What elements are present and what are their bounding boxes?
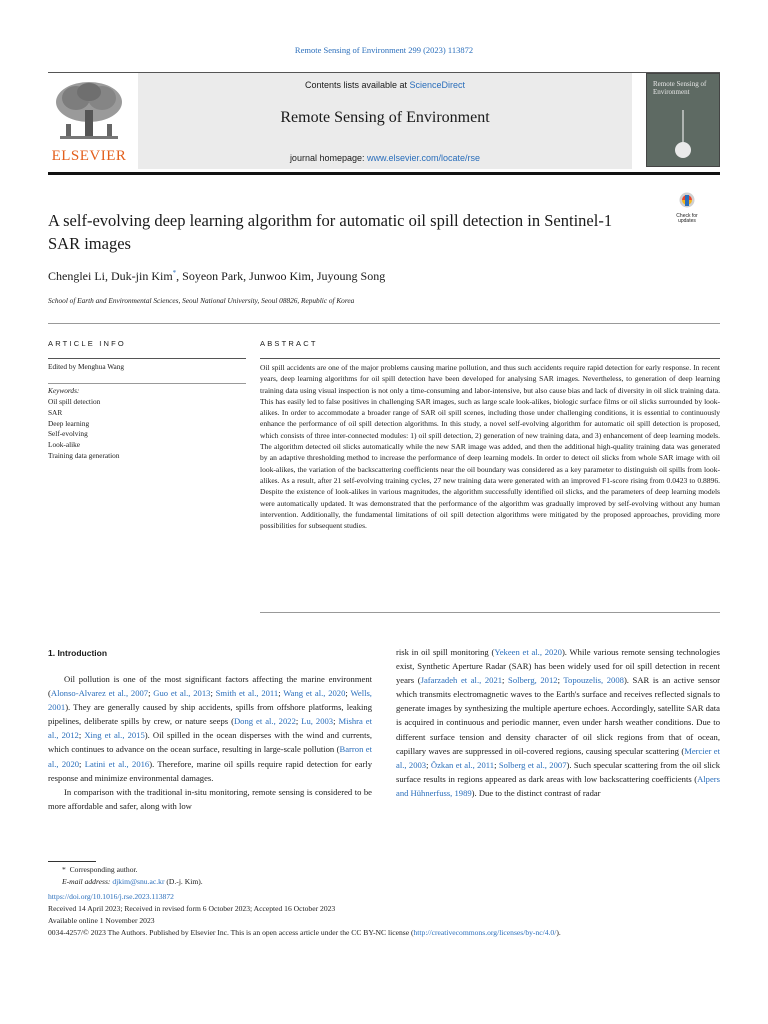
check-updates-line1: Check for bbox=[676, 213, 698, 219]
citation-link[interactable]: Topouzelis, 2008 bbox=[563, 675, 624, 686]
keyword-item: Training data generation bbox=[48, 450, 120, 460]
available-online: Available online 1 November 2023 bbox=[48, 915, 155, 925]
abstract-text: Oil spill accidents are one of the major problems causing marine pollution, and thus such accidents require rapid detection for early response. In recent years, deep learning algorithms for oil spill detection have been developed for analysing SAR images. Nevertheless, to generation of deep learning training data using visual inspection is not only a time-consuming and labor-intensive, but also cause bias and lack of diversity in oil slick training data. This has easily led to false positives in challenging SAR images, such as large scale look-alikes, biologic surface films or oil slicks surrounded by look-alikes. In order to accommodate a broader range of SAR oil spill scenes, including those under challenging conditions, it is essential to continuously enhance the performance of oil spill detection algorithms. In this study, a novel self-evolving algorithm for automatic oil spill detection is proposed, which consists of three inter-connected modules: 1) oil spill detection, 2) generation of new training data, and 3) enhancement of deep learning models. The algorithm detected oil slicks automatically while the new SAR image was added, and then the additional high-quality training data was generated by an adaptive thresholding method to increase the performance of deep learning models. In order to detect oil slicks from whole SAR image with oil look-alikes, the variation of the backscattering coefficients near the oil boundary was considered as a key parameter to distinguish oil spills from look-alikes. As a result, after 21 self-evolving training cycles, 27 new training data were generated with an improved F1-score rising from 0.0423 to 0.8896. Despite the existence of look-alikes in various magnitudes, the algorithm successfully identified oil slicks, and the parameters of deep learning models were automatically updated. It was demonstrated that the performance of the algorithm was gradually improved by self-evolving without any human intervention. Additionally, the fundamental limitations of oil spill detection algorithms were mitigated by the proposed approaches, providing more possibilities for subsequent studies. bbox=[260, 363, 720, 531]
article-info-divider bbox=[48, 383, 246, 384]
keyword-item: Deep learning bbox=[48, 418, 90, 428]
license-link[interactable]: http://creativecommons.org/licenses/by-nc/4.0/ bbox=[413, 927, 557, 937]
keywords-label: Keywords: bbox=[48, 386, 80, 395]
abstract-heading: ABSTRACT bbox=[260, 339, 318, 348]
license-statement bbox=[48, 927, 720, 939]
text-run: ). Such specular scattering from the oil slick surface results in regions appeared as dark areas with low backscattering coefficients ( bbox=[396, 759, 720, 784]
license-prefix: 0034-4257/© 2023 The Authors. Published by Elsevier Inc. This is an open access article under the CC BY-NC license ( bbox=[48, 927, 414, 937]
intro-paragraph bbox=[396, 645, 720, 800]
author-name[interactable]: Juyoung Song bbox=[316, 269, 386, 283]
text-run: ). Oil spilled in the ocean disperses with the wind and currents, which continues to advance on the ocean surface, resulting in large-scale pollution ( bbox=[48, 730, 372, 755]
elsevier-wordmark: ELSEVIER bbox=[51, 148, 127, 164]
contents-prefix: Contents lists available at bbox=[304, 80, 410, 90]
doi-link[interactable]: https://doi.org/10.1016/j.rse.2023.113872 bbox=[48, 892, 174, 902]
abstract-bottom-rule bbox=[260, 612, 720, 613]
author-email-link[interactable]: djkim@snu.ac.kr bbox=[112, 876, 165, 886]
journal-homepage-link[interactable]: www.elsevier.com/locate/rse bbox=[367, 153, 481, 163]
keyword-item: SAR bbox=[48, 407, 63, 417]
article-title: A self-evolving deep learning algorithm for automatic oil spill detection in Sentinel-1 SAR images bbox=[48, 211, 613, 254]
text-run: ; bbox=[148, 688, 154, 699]
author-list: Chenglei Li, Duk-jin Kim*, Soyeon Park, Junwoo Kim, Juyoung Song bbox=[48, 269, 386, 283]
check-updates-icon bbox=[679, 192, 695, 212]
received-dates: Received 14 April 2023; Received in revised form 6 October 2023; Accepted 16 October 2023 bbox=[48, 904, 336, 914]
keyword-item: Look-alike bbox=[48, 440, 81, 450]
citation-link[interactable]: Lu, 2003 bbox=[301, 716, 334, 727]
check-for-updates-button[interactable] bbox=[672, 192, 702, 232]
text-run: ; bbox=[278, 688, 284, 699]
corresponding-author-mark[interactable]: * bbox=[172, 269, 177, 277]
intro-paragraph: In comparison with the traditional in-situ monitoring, remote sensing is considered to be more affordable and safer, along with low bbox=[48, 786, 372, 811]
text-run: ; bbox=[345, 688, 351, 699]
citation-link[interactable]: Guo et al., 2013 bbox=[153, 688, 211, 699]
footnotes bbox=[48, 864, 720, 938]
email-label: E-mail address: bbox=[62, 876, 113, 886]
article-info-rule bbox=[48, 358, 246, 359]
edited-by: Edited by Menghua Wang bbox=[48, 362, 125, 371]
text-run: ; bbox=[502, 675, 509, 686]
author-name[interactable]: Chenglei Li bbox=[48, 269, 105, 283]
citation-link[interactable]: Latini et al., 2016 bbox=[84, 758, 150, 769]
cover-art-icon bbox=[667, 110, 699, 160]
journal-name: Remote Sensing of Environment bbox=[280, 109, 490, 126]
homepage-prefix: journal homepage: bbox=[289, 153, 367, 163]
citation-link[interactable]: Yekeen et al., 2020 bbox=[494, 647, 562, 657]
citation-link[interactable]: Mishra et al., 2012 bbox=[48, 716, 373, 741]
sciencedirect-link[interactable]: ScienceDirect bbox=[409, 80, 466, 90]
text-run: ). While various remote sensing technologies exist, Synthetic Aperture Radar (SAR) has been widely used for oil spill detection in recent years ( bbox=[396, 647, 721, 686]
body-column-left bbox=[48, 672, 372, 813]
keyword-list bbox=[48, 397, 119, 462]
check-updates-line2: updates bbox=[678, 218, 696, 225]
check-updates-label bbox=[672, 214, 702, 225]
text-run: ; bbox=[557, 675, 564, 686]
citation-link[interactable]: Wang et al., 2020 bbox=[283, 688, 346, 699]
text-run: ). They are generally caused by ship accidents, spills from offshore platforms, leaking pipelines, deliberate spills by crew, or nature seeps ( bbox=[48, 702, 372, 727]
journal-masthead bbox=[138, 73, 632, 169]
elsevier-tree-icon bbox=[52, 80, 126, 142]
citation-link[interactable]: Solberg et al., 2007 bbox=[498, 759, 567, 770]
keyword-item: Oil spill detection bbox=[48, 397, 101, 406]
homepage-line bbox=[138, 153, 632, 163]
citation-link[interactable]: Solberg, 2012 bbox=[508, 675, 558, 686]
text-run: ; bbox=[295, 716, 302, 727]
abstract-rule bbox=[260, 358, 720, 359]
cover-title: Remote Sensing of Environment bbox=[653, 80, 707, 97]
contents-line bbox=[138, 80, 632, 90]
footnote-rule bbox=[48, 861, 96, 862]
keyword-item: Self-evolving bbox=[48, 429, 88, 439]
text-run: ; bbox=[78, 730, 85, 741]
citation-link[interactable]: Xing et al., 2015 bbox=[84, 730, 145, 741]
author-name[interactable]: Junwoo Kim bbox=[249, 269, 311, 283]
text-run: ; bbox=[426, 759, 431, 770]
author-name[interactable]: Duk-jin Kim bbox=[111, 269, 173, 283]
introduction-heading: 1. Introduction bbox=[48, 648, 108, 658]
journal-cover-thumbnail[interactable] bbox=[646, 73, 720, 167]
text-run: ; bbox=[79, 758, 85, 769]
citation-link[interactable]: Dong et al., 2022 bbox=[233, 716, 296, 727]
running-head[interactable]: Remote Sensing of Environment 299 (2023) 113872 bbox=[294, 45, 474, 55]
text-run: risk in oil spill monitoring ( bbox=[396, 647, 495, 657]
text-run: ). Due to the distinct contrast of radar bbox=[471, 787, 601, 798]
email-footnote bbox=[48, 876, 720, 888]
author-name[interactable]: Soyeon Park bbox=[182, 269, 244, 283]
front-matter-rule bbox=[48, 323, 720, 324]
masthead-bottom-rule bbox=[48, 172, 720, 175]
corresponding-footnote bbox=[48, 864, 720, 876]
footnote-star-mark: * bbox=[62, 865, 70, 874]
text-run: ; bbox=[333, 716, 339, 727]
email-suffix: (D.-j. Kim). bbox=[164, 876, 203, 886]
text-run: ; bbox=[494, 759, 499, 770]
body-column-right bbox=[396, 645, 720, 800]
article-info-heading: ARTICLE INFO bbox=[48, 339, 126, 348]
citation-link[interactable]: Mercier et al., 2003 bbox=[396, 745, 721, 770]
citation-link[interactable]: Jafarzadeh et al., 2021 bbox=[420, 675, 503, 686]
text-run: ). SAR is an active sensor which transmits electromagnetic waves to the Earth's surface and receives reflected signals to generate images by synthesizing the multiple aperture echoes. Accordingly, satellite SAR data is acquired in continuous and periodic manner, even under harsh weather conditions. Due to different surface tension and density character of oil slick regions from that of ocean, capillary waves are suppressed in oil-covered regions, causing specular scattering ( bbox=[396, 675, 720, 756]
citation-link[interactable]: Barron et al., 2020 bbox=[48, 744, 372, 769]
elsevier-logo[interactable] bbox=[48, 76, 130, 166]
citation-link[interactable]: Smith et al., 2011 bbox=[215, 688, 279, 699]
citation-link[interactable]: Wells, 2001 bbox=[48, 688, 372, 713]
text-run: Oil pollution is one of the most significant factors affecting the marine environment ( bbox=[48, 674, 372, 699]
license-suffix: ). bbox=[556, 927, 561, 937]
text-run: ; bbox=[210, 688, 216, 699]
intro-paragraph bbox=[48, 672, 372, 785]
citation-link[interactable]: Alonso-Alvarez et al., 2007 bbox=[50, 688, 149, 699]
author-affiliation: School of Earth and Environmental Sciences, Seoul National University, Seoul 08826, Republic of Korea bbox=[48, 296, 355, 305]
citation-link[interactable]: Alpers and Hühnerfuss, 1989 bbox=[396, 773, 720, 798]
text-run: ). Therefore, marine oil spills require rapid detection for early response and minimize environmental damages. bbox=[48, 758, 372, 783]
citation-link[interactable]: Özkan et al., 2011 bbox=[430, 759, 495, 770]
corresponding-label: Corresponding author. bbox=[69, 865, 138, 874]
